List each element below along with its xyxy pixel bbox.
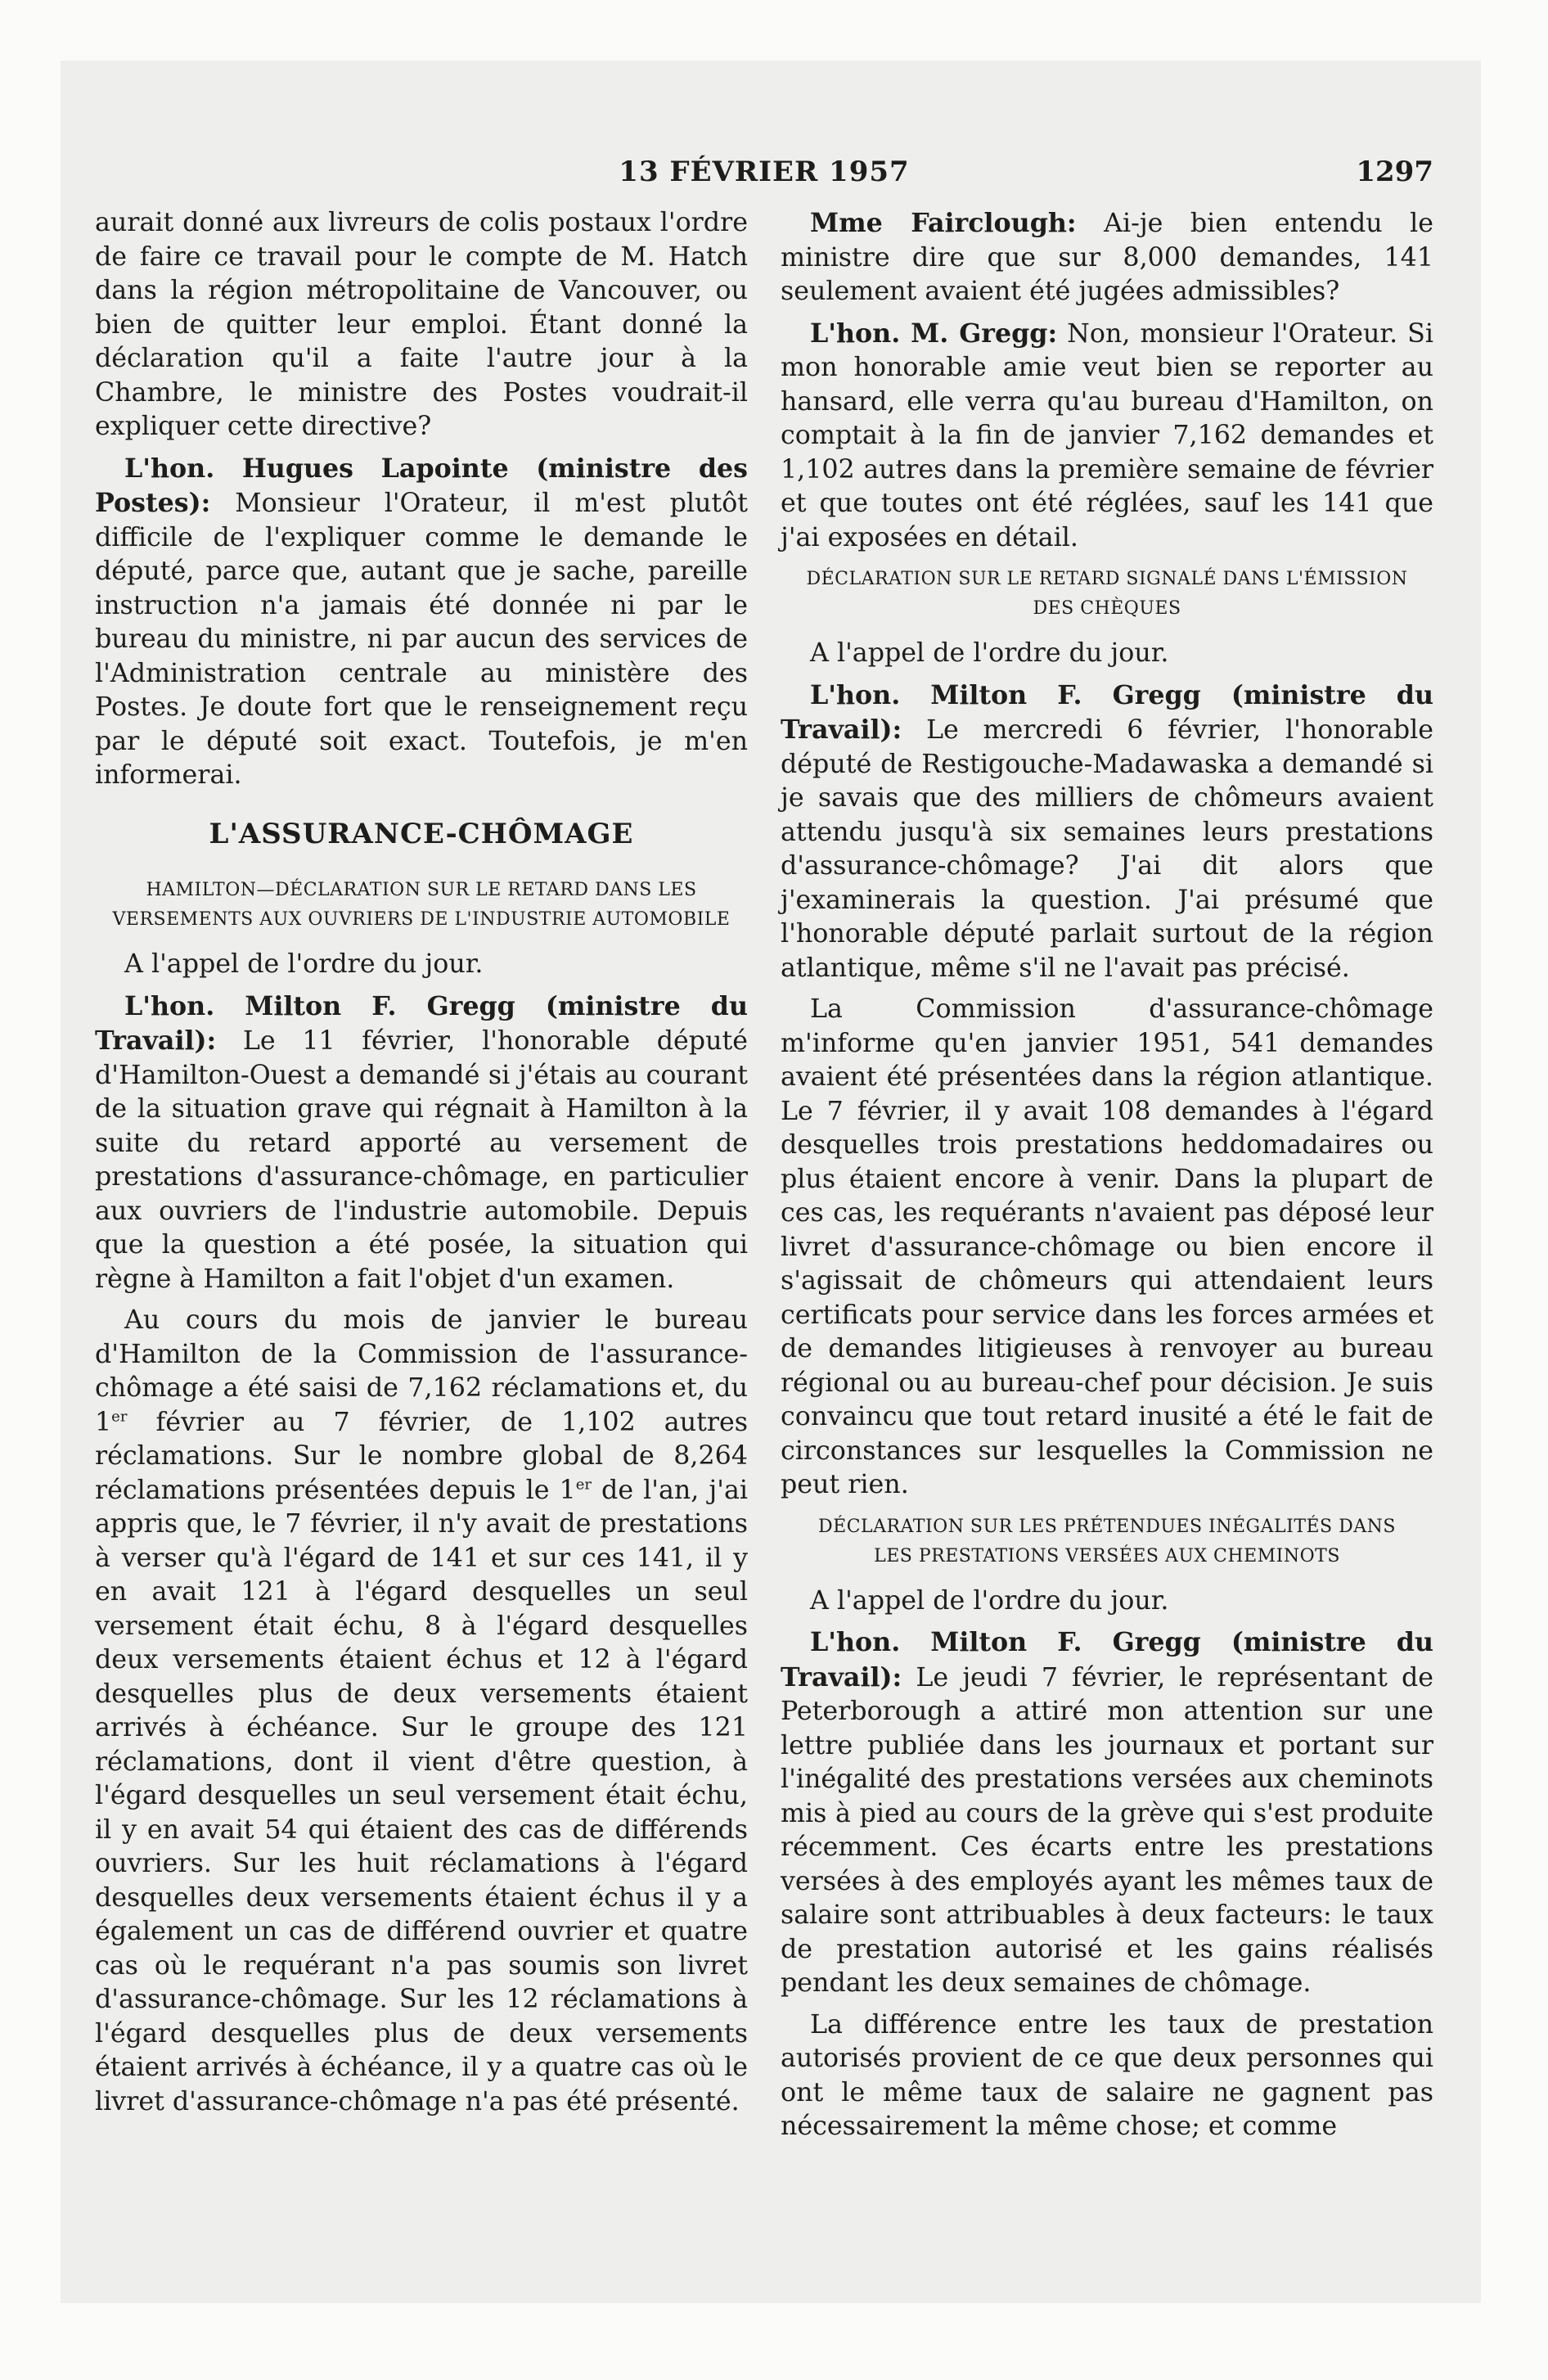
page-number: 1297 — [1356, 156, 1433, 188]
superscript: er — [575, 1475, 592, 1493]
right-column — [781, 206, 1433, 2152]
page-date: 13 FÉVRIER 1957 — [619, 156, 910, 188]
speaker-name: L'hon. M. Gregg: — [810, 318, 1058, 349]
paragraph-text: Monsieur l'Orateur, il m'est plutôt difficile de l'expliquer comme le demande le député, parce que, autant que je sache, pareille instruction n'a jamais été donnée ni par le bureau du ministre, ni par aucun des services de l'Administration centrale au ministère des Postes. Je doute fort que le renseignement reçu par le député soit exact. Toutefois, je m'en informerai. — [95, 489, 748, 790]
speaker-name: L'hon. Milton F. Gregg (ministre du Travail): — [95, 990, 748, 1056]
paragraph-text: aurait donné aux livreurs de colis postaux l'ordre de faire ce travail pour le compte de M. Hatch dans la région métropolitaine de Vancouver, ou bien de quitter leur emploi. Étant donné la déclaration qu'il a faite l'autre jour à la Chambre, le ministre des Postes voudrait-il expliquer cette directive? — [95, 208, 748, 441]
paragraph-text: de l'an, j'ai appris que, le 7 février, il n'y avait de prestations à verser qu'à l'égard de 141 et sur ces 141, il y en avait 121 à l'égard desquelles un seul versement était échu, 8 à l'égard desquelles deux versements étaient échus et 12 à l'égard desquelles plus de deux versements étaient arrivés à échéance. Sur le groupe des 121 réclamations, dont il vient d'être question, à l'égard desquelles un seul versement était échu, il y en avait 54 qui étaient des cas de différends ouvriers. Sur les huit réclamations à l'égard desquelles deux versements étaient échus il y a également un cas de différend ouvrier et quatre cas où le requérant n'a pas soumis son livret d'assurance-chômage. Sur les 12 réclamations à l'égard desquelles plus de deux versements étaient arrivés à échéance, il y a quatre cas où le livret d'assurance-chômage n'a pas été présenté. — [95, 1475, 748, 2116]
paragraph — [781, 1584, 1433, 1619]
paragraph — [95, 989, 748, 1297]
section-subheading: DÉCLARATION SUR LES PRÉTENDUES INÉGALITÉS DANS LES PRESTATIONS VERSÉES AUX CHEMINOTS — [818, 1516, 1396, 1566]
paragraph-text: A l'appel de l'ordre du jour. — [810, 638, 1169, 668]
paragraph — [781, 206, 1433, 309]
paragraph — [781, 993, 1433, 1503]
section-subheading: HAMILTON—DÉCLARATION SUR LE RETARD DANS LES VERSEMENTS AUX OUVRIERS DE L'INDUSTRIE AUTOMOBILE — [112, 880, 731, 930]
speaker-name: L'hon. Milton F. Gregg (ministre du Travail): — [781, 1627, 1433, 1693]
paragraph-text: Le mercredi 6 février, l'honorable député de Restigouche-Madawaska a demandé si je savais que des milliers de chômeurs avaient attendu jusqu'à six semaines leurs prestations d'assurance-chômage? J'ai dit alors que j'examinerais la question. J'ai présumé que l'honorable député parlait surtout de la région atlantique, même s'il ne l'avait pas précisé. — [781, 715, 1433, 983]
speaker-name: L'hon. Milton F. Gregg (ministre du Travail): — [781, 679, 1433, 745]
speaker-name: Mme Fairclough: — [810, 208, 1077, 238]
paragraph-text: Le jeudi 7 février, le représentant de Peterborough a attiré mon attention sur une lettre publiée dans les journaux et portant sur l'inégalité des prestations versées aux cheminots mis à pied au cours de la grève qui s'est produite récemment. Ces écarts entre les prestations versées à des employés ayant les mêmes taux de salaire sont attribuables à deux facteurs: le taux de prestation autorisé et les gains réalisés pendant les deux semaines de chômage. — [781, 1662, 1433, 1998]
paragraph-text: A l'appel de l'ordre du jour. — [810, 1585, 1169, 1616]
paragraph — [95, 948, 748, 982]
paragraph-text: Le 11 février, l'honorable député d'Hamilton-Ouest a demandé si j'étais au courant de la situation grave qui régnait à Hamilton à la suite du retard apporté au versement de prestations d'assurance-chômage, en particulier aux ouvriers de l'industrie automobile. Depuis que la question a été posée, la situation qui règne à Hamilton a fait l'objet d'un examen. — [95, 1026, 748, 1294]
paragraph — [781, 2008, 1433, 2144]
section-title: L'ASSURANCE-CHÔMAGE — [209, 817, 634, 850]
paragraph — [781, 317, 1433, 556]
paragraph — [781, 637, 1433, 671]
paragraph — [95, 1304, 748, 2119]
paragraph-text: A l'appel de l'ordre du jour. — [124, 949, 484, 979]
paragraph-text: Non, monsieur l'Orateur. Si mon honorable amie veut bien se reporter au hansard, elle verra qu'au bureau d'Hamilton, on comptait à la fin de janvier 7,162 demandes et 1,102 autres dans la première semaine de février et que toutes ont été réglées, sauf les 141 que j'ai exposées en détail. — [781, 318, 1433, 552]
paragraph — [95, 206, 748, 444]
paragraph-text: La différence entre les taux de prestation autorisés provient de ce que deux personnes qui ont le même taux de salaire ne gagnent pas nécessairement la même chose; et comme — [781, 2009, 1433, 2141]
paragraph — [95, 452, 748, 793]
superscript: er — [111, 1407, 128, 1425]
section-subheading: DÉCLARATION SUR LE RETARD SIGNALÉ DANS L'ÉMISSION DES CHÈQUES — [806, 569, 1408, 619]
paragraph-text: Ai-je bien entendu le ministre dire que sur 8,000 demandes, 141 seulement avaient été jugées admissibles? — [781, 209, 1433, 306]
page-header — [95, 156, 1433, 201]
paragraph-text: Au cours du mois de janvier le bureau d'Hamilton de la Commission de l'assurance-chômage a été saisi de 7,162 réclamations et, du 1 — [95, 1305, 748, 1437]
speaker-name: L'hon. Hugues Lapointe (ministre des Postes): — [95, 453, 748, 518]
paragraph — [781, 678, 1433, 986]
left-column — [95, 206, 748, 2126]
paragraph — [781, 1625, 1433, 2001]
paragraph-text: La Commission d'assurance-chômage m'informe qu'en janvier 1951, 541 demandes avaient été présentées dans la région atlantique. Le 7 février, il y avait 108 demandes à l'égard desquelles trois prestations heddomadaires ou plus étaient encore à venir. Dans la plupart de ces cas, les requérants n'avaient pas déposé leur livret d'assurance-chômage ou bien encore il s'agissait de chômeurs qui attendaient leurs certificats pour service dans les forces armées et de demandes litigieuses à renvoyer au bureau régional ou au bureau-chef pour décision. Je suis convaincu que tout retard inusité a été le fait de circonstances sur lesquelles la Commission ne peut rien. — [781, 994, 1433, 1499]
paragraph-text: février au 7 février, de 1,102 autres réclamations. Sur le nombre global de 8,264 réclamations présentées depuis le 1 — [95, 1407, 748, 1505]
